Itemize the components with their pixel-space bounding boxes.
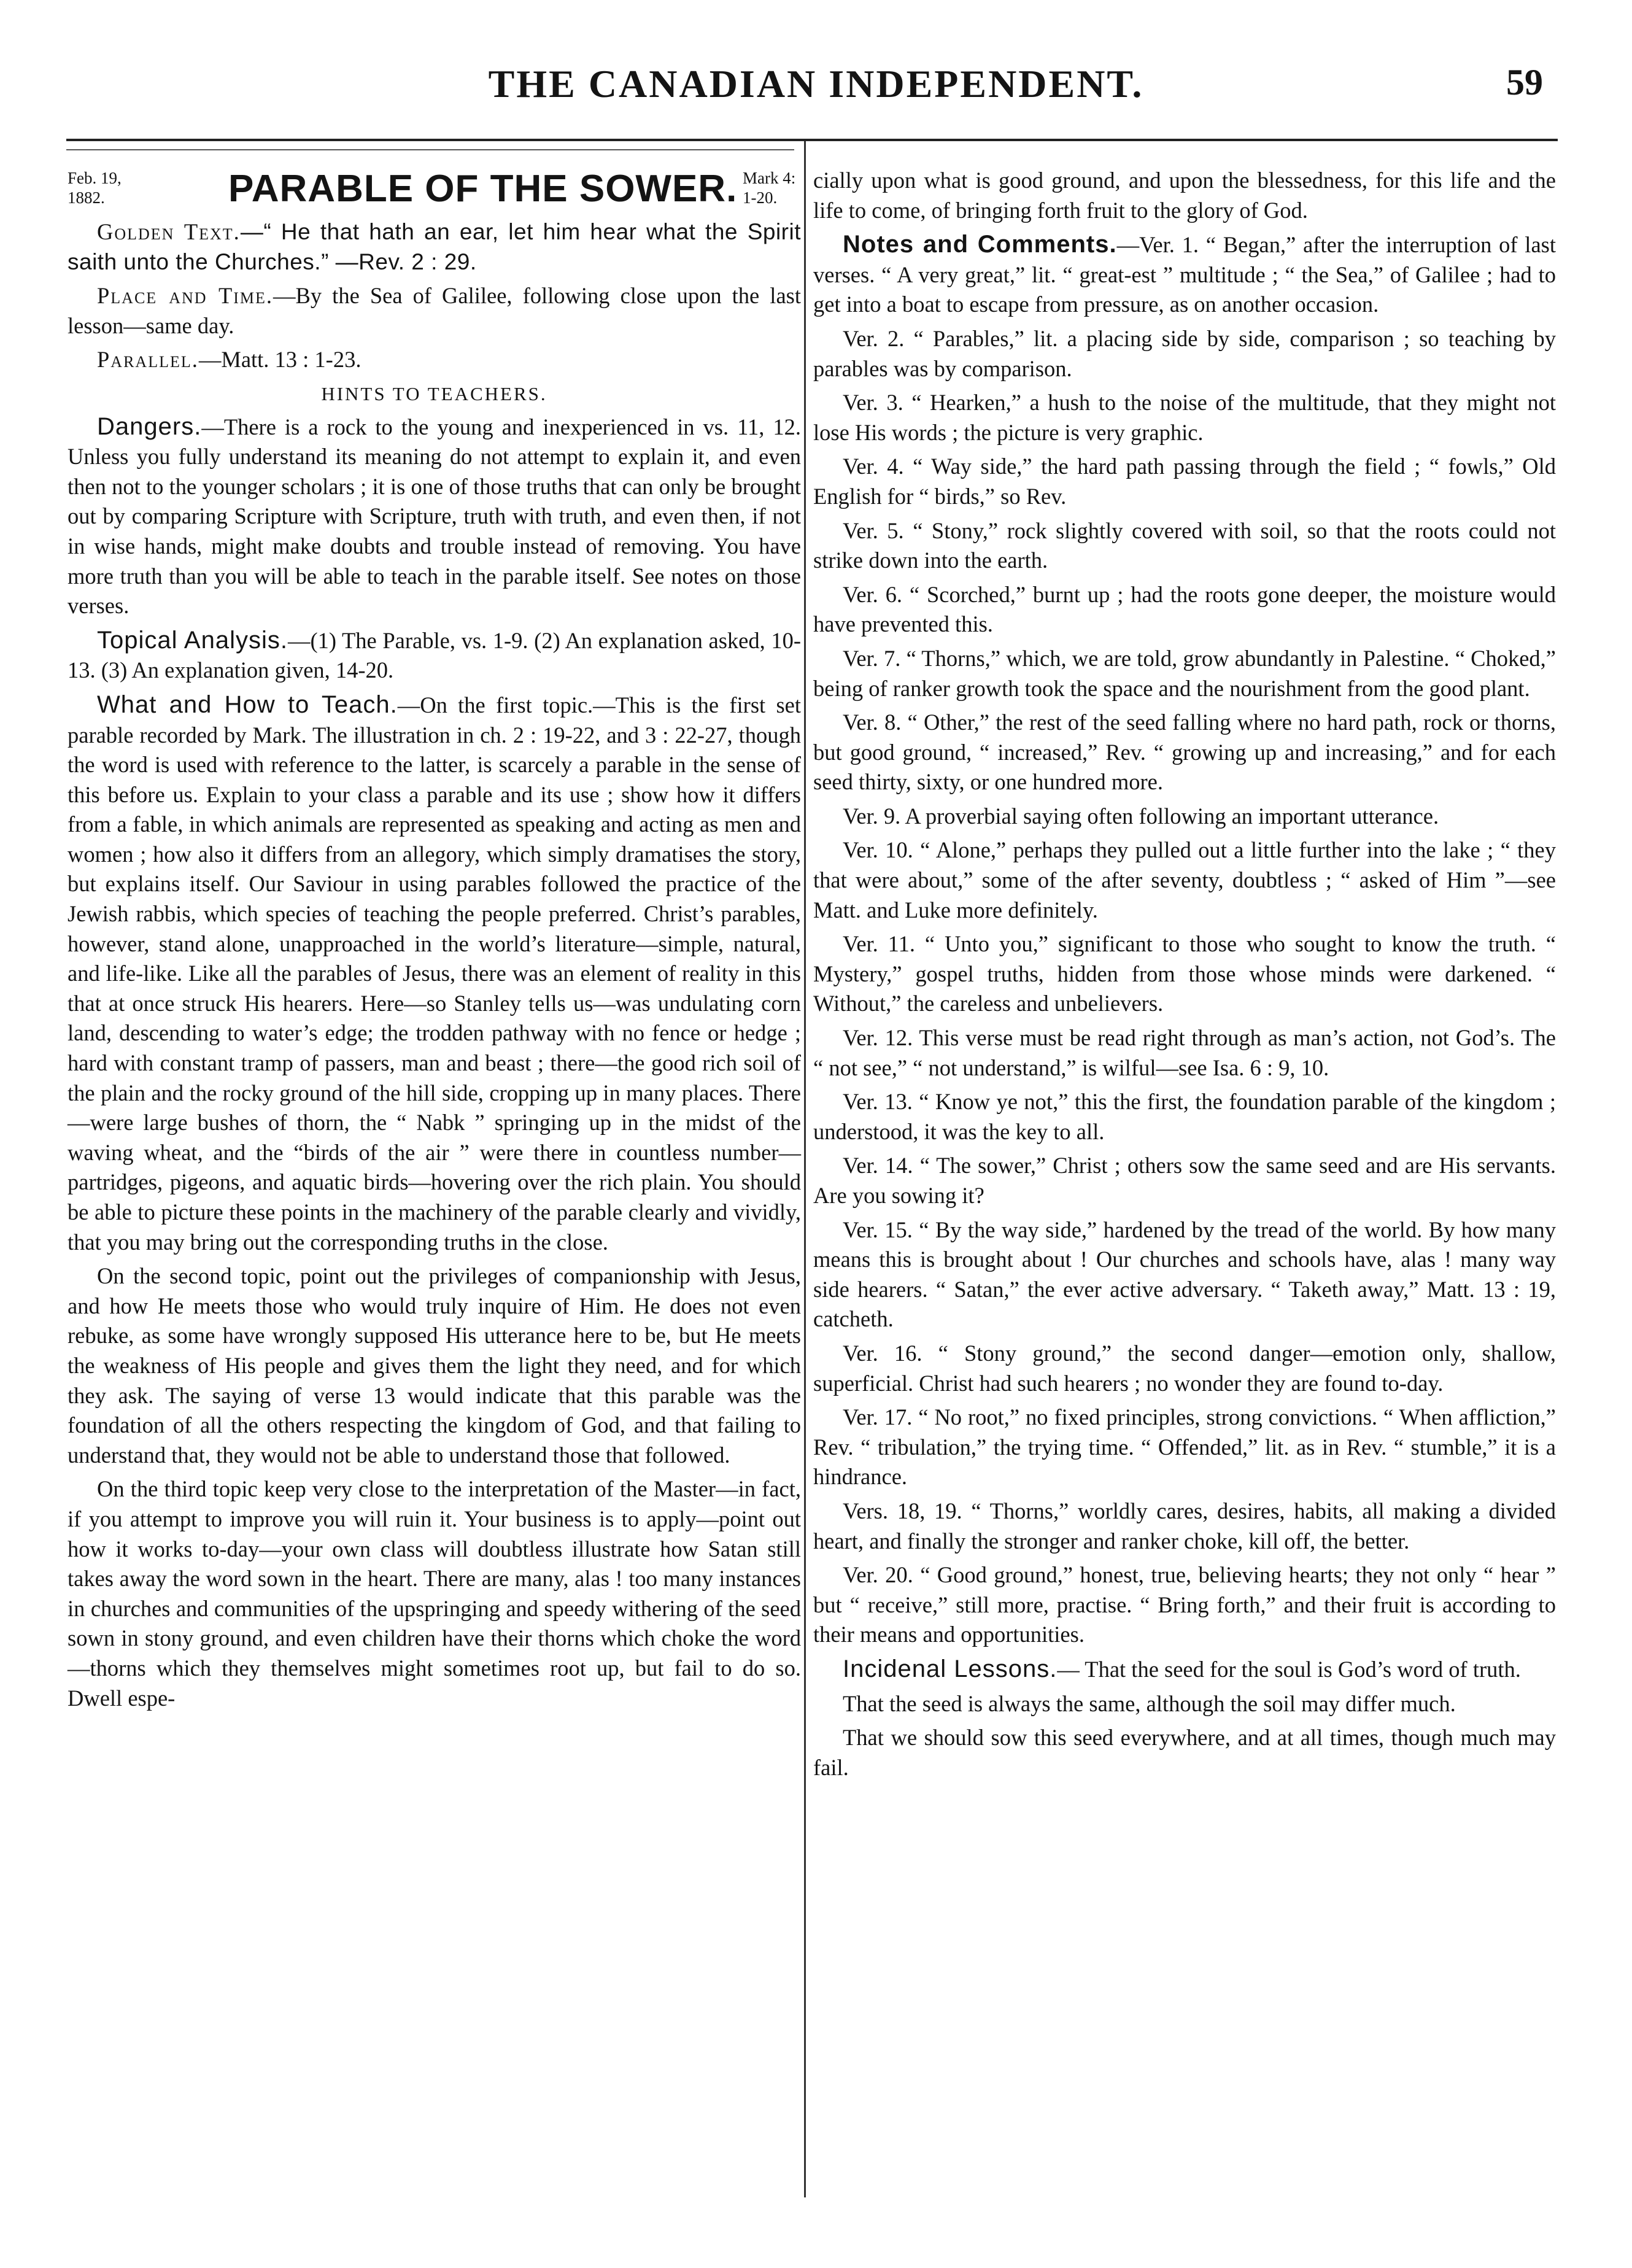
note-ver-4: Ver. 4. “ Way side,” the hard path passing through the field ; “ fowls,” Old English for “ birds,” so Rev. xyxy=(813,454,1556,509)
topical-paragraph xyxy=(68,625,801,686)
note-ver-20: Ver. 20. “ Good ground,” honest, true, believing hearts; they not only “ hear ” but “ receive,” still more, practise. “ Bring forth,” and their fruit is according to their means and opportunities. xyxy=(813,1562,1556,1647)
page-number: 59 xyxy=(1506,62,1543,103)
dangers-text: —There is a rock to the young and inexperienced in vs. 11, 12. Unless you fully understand its meaning do not attempt to explain it, and even then not to the younger scholars ; it is one of those truths that can only be brought out by comparing Scripture with Scripture, truth with truth, and even then, if not in wise hands, might make doubts and trouble instead of removing. You have more truth than you will be able to teach in the parable itself. See notes on those verses. xyxy=(68,414,801,619)
header-rule-secondary xyxy=(66,149,794,150)
golden-text xyxy=(68,217,801,277)
running-title: THE CANADIAN INDEPENDENT. xyxy=(488,62,1144,106)
incidental-text: — That the seed for the soul is God’s word of truth. xyxy=(1057,1656,1521,1682)
lesson-ref-verses: 1-20. xyxy=(743,188,778,207)
lesson-date-year: 1882. xyxy=(68,188,105,207)
topical-text: —(1) The Parable, vs. 1-9. (2) An explanation asked, 10-13. (3) An explanation given, 14-20. xyxy=(68,627,801,683)
note-ver-2: Ver. 2. “ Parables,” lit. a placing side by side, comparison ; so teaching by parables was by comparison. xyxy=(813,325,1556,381)
column-divider xyxy=(804,141,806,2197)
place-label: Place and Time. xyxy=(97,283,274,309)
note-ver-8: Ver. 8. “ Other,” the rest of the seed falling where no hard path, rock or thorns, but good ground, “ increased,” Rev. “ growing up and increasing,” and for each seed thirty, sixty, or one hundred more. xyxy=(813,710,1556,795)
what-how-text: —On the first topic.—This is the first set parable recorded by Mark. The illustration in ch. 2 : 19-22, and 3 : 22-27, though the word is used with reference to the latter, is scarcely a parable in the sense of this before us. Explain to your class a parable and its use ; show how it differs from a fable, in which animals are represented as speaking and acting as men and women ; how also it differs from an allegory, which simply dramatises the story, but explains itself. Our Saviour in using parables followed the practice of the Jewish rabbis, which species of teaching the people preferred. Christ’s parables, however, stand alone, unapproached in the world’s literature—simple, natural, and life-like. Like all the parables of Jesus, there was an element of reality in this that at once struck His hearers. Here—so Stanley tells us—was undulating corn land, descending to water’s edge; the trodden pathway with no fence or hedge ; hard with constant tramp of passers, man and beast ; there—the good rich soil of the plain and the rocky ground of the hill side, cropping up in many places. There—were large bushes of thorn, the “ Nabk ” springing up in the midst of the waving wheat, and the “birds of the air ” were there in countless number—partridges, pigeons, and aquatic birds—hovering over the rich plain. You should be able to picture these points in the machinery of the parable clearly and vividly, that you may bring out the corresponding truths in the close. xyxy=(68,692,801,1255)
note-ver-10: Ver. 10. “ Alone,” perhaps they pulled out a little further into the lake ; “ they that were about,” some of the after seventy, doubtless ; “ asked of Him ”—see Matt. and Luke more definitely. xyxy=(813,837,1556,923)
notes-label: Notes and Comments. xyxy=(843,231,1117,258)
third-topic-paragraph: On the third topic keep very close to the interpretation of the Master—in fact, if you attempt to improve you will ruin it. Your business is to apply—point out how it works to-day—your own class will doubtless illustrate how Satan still takes away the word sown in the heart. There are many, alas ! too many instances in churches and communities of the upspringing and speedy withering of the seed sown in stony ground, and even children have their thorns which choke the word—thorns which they themselves might sometimes root up, but fail to do so. Dwell espe- xyxy=(68,1476,801,1711)
place-and-time xyxy=(68,281,801,341)
note-ver-18-19: Vers. 18, 19. “ Thorns,” worldly cares, desires, habits, all making a divided heart, and finally the stronger and ranker choke, kill off, the better. xyxy=(813,1498,1556,1554)
note-ver-7: Ver. 7. “ Thorns,” which, we are told, grow abundantly in Palestine. “ Choked,” being of ranker growth took the space and the nourishment from the good plant. xyxy=(813,645,1556,701)
note-ver-5: Ver. 5. “ Stony,” rock slightly covered with soil, so that the roots could not strike down into the earth. xyxy=(813,517,1556,573)
note-ver-13: Ver. 13. “ Know ye not,” this the first, the foundation parable of the kingdom ; understood, it was the key to all. xyxy=(813,1089,1556,1144)
left-column xyxy=(68,166,801,1717)
lesson-date-day: Feb. 19, xyxy=(68,169,122,187)
notes-paragraph xyxy=(813,230,1556,320)
parallel-label: Parallel. xyxy=(97,347,199,373)
note-ver-15: Ver. 15. “ By the way side,” hardened by the tread of the world. By how many means this is brought about ! Our churches and schools have, alas ! many way side hearers. “ Satan,” the ever active adversary. “ Taketh away,” Matt. 13 : 19, catcheth. xyxy=(813,1217,1556,1332)
dangers-paragraph xyxy=(68,412,801,621)
note-ver-14: Ver. 14. “ The sower,” Christ ; others sow the same seed and are His servants. Are you sowing it? xyxy=(813,1153,1556,1208)
parallel-text: —Matt. 13 : 1-23. xyxy=(198,347,362,373)
second-topic-paragraph: On the second topic, point out the privileges of companionship with Jesus, and how He meets those who would truly inquire of Him. He does not even rebuke, as some have wrongly supposed His utterance here to be, but He meets the weakness of His people and gives them the light they need, and for which they ask. The saying of verse 13 would indicate that this parable was the foundation of all the others respecting the kingdom of God, and that failing to understand that, they would not be able to understand those that followed. xyxy=(68,1263,801,1468)
lesson-two: That the seed is always the same, although the soil may differ much. xyxy=(843,1690,1456,1716)
golden-text-label: Golden Text. xyxy=(97,219,241,244)
incidental-label: Incidenal Lessons. xyxy=(843,1655,1058,1682)
notes-ver-1: —Ver. 1. “ Began,” after the interruption of last verses. “ A very great,” lit. “ great-est ” multitude ; “ the Sea,” of Galilee ; had to get into a boat to escape from pressure, as on another occasion. xyxy=(813,232,1556,317)
place-text: —By the Sea of Galilee, following close upon the last lesson—same day. xyxy=(68,283,801,338)
lesson-heading xyxy=(68,166,801,215)
lesson-title: PARABLE OF THE SOWER. xyxy=(228,168,738,210)
header-rule xyxy=(66,139,1558,141)
hints-heading: HINTS TO TEACHERS. xyxy=(321,382,547,404)
topical-label: Topical Analysis. xyxy=(97,626,288,654)
dangers-label: Dangers. xyxy=(97,412,202,440)
note-ver-3: Ver. 3. “ Hearken,” a hush to the noise of the multitude, that they might not lose His words ; the picture is very graphic. xyxy=(813,390,1556,445)
lesson-three: That we should sow this seed everywhere, and at all times, though much may fail. xyxy=(813,1725,1556,1780)
lesson-date xyxy=(68,168,190,207)
what-how-paragraph xyxy=(68,690,801,1257)
right-column xyxy=(813,166,1556,1787)
what-how-label: What and How to Teach. xyxy=(97,691,398,718)
continuation-paragraph: cially upon what is good ground, and upon the blessedness, for this life and the life to come, of bringing forth fruit to the glory of God. xyxy=(813,168,1556,223)
parallel xyxy=(68,345,801,375)
note-ver-11: Ver. 11. “ Unto you,” significant to those who sought to know the truth. “ Mystery,” gospel truths, hidden from those whose minds were darkened. “ Without,” the careless and unbelievers. xyxy=(813,931,1556,1016)
note-ver-12: Ver. 12. This verse must be read right through as man’s action, not God’s. The “ not see,” “ not understand,” is wilful—see Isa. 6 : 9, 10. xyxy=(813,1025,1556,1080)
lesson-ref-book: Mark 4: xyxy=(743,169,796,187)
incidental-paragraph xyxy=(813,1654,1556,1685)
note-ver-6: Ver. 6. “ Scorched,” burnt up ; had the roots gone deeper, the moisture would have prevented this. xyxy=(813,581,1556,637)
page-header xyxy=(0,0,1632,123)
lesson-reference xyxy=(743,168,795,207)
note-ver-17: Ver. 17. “ No root,” no fixed principles, strong convictions. “ When affliction,” Rev. “ tribulation,” the trying time. “ Offended,” lit. as in Rev. “ stumble,” it is a hindrance. xyxy=(813,1404,1556,1490)
golden-text-body: —“ He that hath an ear, let him hear what the Spirit saith unto the Churches.” —Rev. 2 : 29. xyxy=(68,219,801,274)
note-ver-16: Ver. 16. “ Stony ground,” the second danger—emotion only, shallow, superficial. Christ had such hearers ; no wonder they are found to-day. xyxy=(813,1340,1556,1396)
note-ver-9: Ver. 9. A proverbial saying often following an important utterance. xyxy=(843,803,1439,829)
